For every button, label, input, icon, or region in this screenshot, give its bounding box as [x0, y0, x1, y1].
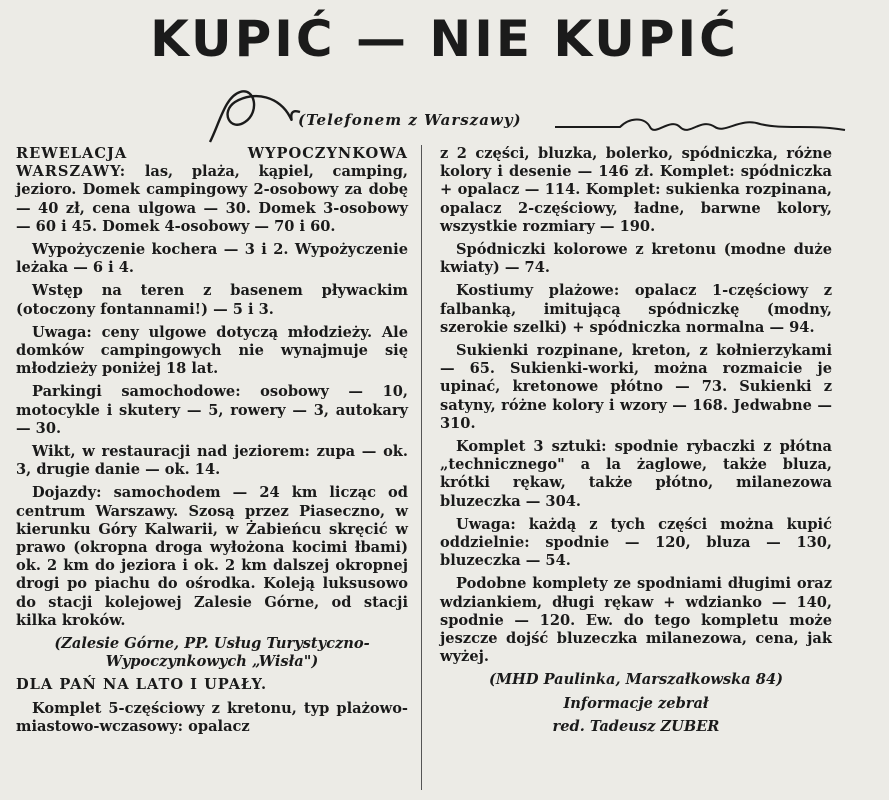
paragraph: Komplet 3 sztuki: spodnie rybaczki z płótna „technicznego" a la żaglowe, także bluza, krótki rękaw, także płótno, milanezowa bluzeczka — 304.	[440, 438, 832, 510]
paragraph: Kostiumy plażowe: opalacz 1-częściowy z falbanką, imitującą spódniczkę (modny, szerokie szelki) + spódniczka normalna — 94.	[440, 282, 832, 336]
paragraph	[16, 324, 408, 379]
paragraph: Parkingi samochodowe: osobowy — 10, motocykle i skutery — 5, rowery — 3, autokary — 30.	[16, 383, 408, 437]
column-divider	[421, 145, 422, 790]
paragraph: Wypożyczenie kochera — 3 i 2. Wypożyczenie leżaka — 6 i 4.	[16, 241, 408, 277]
section-heading: REWELACJA WYPOCZYNKOWA WARSZAWY:	[16, 145, 408, 181]
paragraph: Sukienki rozpinane, kreton, z kołnierzykami — 65. Sukienki-worki, można rozmaicie je upinać, kretonowe płótno — 73. Sukienki z satyny, różne kolory i wzory — 168. Jedwabne — 310.	[440, 342, 832, 432]
source-credit: (Zalesie Górne, PP. Usług Turystyczno-Wypoczynkowych „Wisła")	[54, 635, 370, 671]
paragraph: Spódniczki kolorowe z kretonu (modne duże kwiaty) — 74.	[440, 241, 832, 277]
author-name: red. Tadeusz ZUBER	[552, 717, 720, 735]
article-title: KUPIĆ — NIE KUPIĆ	[150, 10, 739, 68]
paragraph: Komplet 5-częściowy z kretonu, typ plażowo-miastowo-wczasowy: opalacz	[16, 699, 408, 735]
paragraph: Wstęp na teren z basenem pływackim (otoczony fontannami!) — 5 i 3.	[16, 282, 408, 318]
signature-line: Informacje zebrał	[563, 694, 709, 712]
paragraph	[16, 145, 408, 236]
paragraph	[440, 516, 832, 571]
paragraph-text: każdą z tych części można kupić oddzielnie: spodnie — 120, bluza — 130, bluzeczka — 54.	[440, 515, 832, 570]
byline: (Telefonem z Warszawy)	[298, 111, 522, 129]
paragraph: Wikt, w restauracji nad jeziorem: zupa — ok. 3, drugie danie — ok. 14.	[16, 443, 408, 479]
right-column	[440, 145, 832, 741]
paragraph: Dojazdy: samochodem — 24 km licząc od centrum Warszawy. Szosą przez Piaseczno, w kierunku Góry Kalwarii, w Żabieńcu skręcić w prawo (okropna droga wyłożona kocimi łbami) ok. 2 km do jeziora i ok. 2 km dalszej okropnej drogi po piachu do ośrodka. Koleją luksusowo do stacji kolejowej Zalesie Górne, od stacji kilka kroków.	[16, 484, 408, 629]
paragraph: z 2 części, bluzka, bolerko, spódniczka, różne kolory i desenie — 146 zł. Komplet: spódniczka + opalacz — 114. Komplet: sukienka rozpinana, opalacz 2-częściowy, ładne, barwne kolory, wszystkie rozmiary — 190.	[440, 145, 832, 235]
note-heading: Uwaga:	[32, 323, 92, 341]
section-heading: DLA PAŃ NA LATO I UPAŁY.	[16, 676, 268, 694]
paragraph-text: ceny ulgowe dotyczą młodzieży. Ale domków campingowych nie wynajmuje się młodzieży poniżej 18 lat.	[16, 323, 408, 378]
note-heading: Uwaga:	[456, 515, 516, 533]
paragraph: Podobne komplety ze spodniami długimi oraz wdziankiem, długi rękaw + wdzianko — 140, spodnie — 120. Ew. do tego kompletu może jeszcze dojść bluzeczka milanezowa, cena, jak wyżej.	[440, 575, 832, 666]
source-credit: (MHD Paulinka, Marszałkowska 84)	[488, 671, 784, 689]
left-column	[16, 145, 408, 741]
paragraph-text: las, plaża, kąpiel, camping, jezioro. Domek campingowy 2-osobowy za dobę — 40 zł, cena ulgowa — 30. Domek 3-osobowy — 60 i 45. Domek 4-osobowy — 70 i 60.	[16, 163, 408, 235]
